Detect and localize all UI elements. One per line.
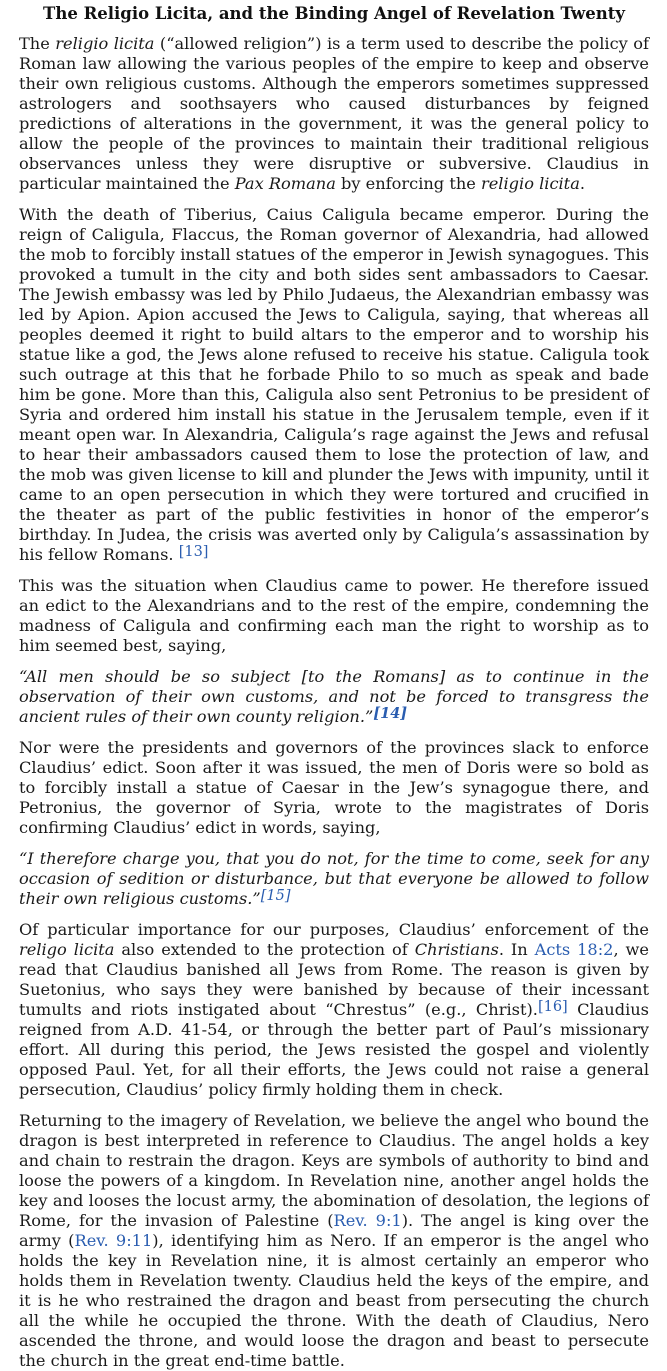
italic-term: religio licita bbox=[480, 174, 580, 193]
quote-edict bbox=[19, 667, 649, 727]
italic-term: religio licita bbox=[55, 34, 155, 53]
text: Nor were the presidents and governors of the provinces slack to enforce Claudius’ edict. Soon after it was issued, the men of Doris were so bold as to forcibly install a statue of Caesar in the Jew’s synagogue there, and Petronius, the governor of Syria, wrote to the magistrates of Doris confirming Claudius’ edict in words, saying, bbox=[19, 738, 649, 837]
text: ). The angel is king over the army ( bbox=[19, 1211, 649, 1250]
scripture-link-rev-9-11[interactable]: Rev. 9:11 bbox=[74, 1231, 153, 1250]
quote-text: “All men should be so subject [to the Romans] as to continue in the observation of their own customs, and not be forced to transgress the ancient rules of their own county religion.” bbox=[19, 667, 649, 726]
italic-term: Christians bbox=[414, 940, 499, 959]
text: ), identifying him as Nero. If an emperor is the angel who holds the key in Revelation nine, it is almost certainly an emperor who holds them in Revelation twenty. Claudius held the keys of the empire, and it is he who restrained the dragon and beast from persecuting the church all the while he occupied the throne. With the death of Claudius, Nero ascended the throne, and would loose the dragon and beast to persecute the church in the great end-time battle. bbox=[19, 1231, 649, 1370]
footnote-link-14[interactable]: [14] bbox=[373, 705, 408, 722]
paragraph-claudius-edict bbox=[19, 576, 649, 656]
text: Of particular importance for our purposes, Claudius’ enforcement of the bbox=[19, 920, 649, 939]
paragraph-religio-licita bbox=[19, 34, 649, 194]
text: Claudius reigned from A.D. 41-54, or through the better part of Paul’s missionary effort. All during this period, the Jews resisted the gospel and violently opposed Paul. Yet, for all their efforts, the Jews could not raise a general persecution, Claudius’ policy firmly holding them in check. bbox=[19, 1000, 649, 1099]
footnote-link-15[interactable]: [15] bbox=[260, 888, 291, 904]
text: Returning to the imagery of Revelation, we believe the angel who bound the dragon is best interpreted in reference to Claudius. The angel holds a key and chain to restrain the dragon. Keys are symbols of authority to bind and loose the powers of a kingdom. In Revelation nine, another angel holds the key and looses the locust army, the abomination of desolation, the legions of Rome, for the invasion of Palestine ( bbox=[19, 1111, 649, 1230]
paragraph-doris bbox=[19, 738, 649, 838]
paragraph-christians bbox=[19, 920, 649, 1100]
footnote-link-16[interactable]: [16] bbox=[537, 999, 568, 1015]
paragraph-caligula bbox=[19, 205, 649, 565]
text: (“allowed religion”) is a term used to describe the policy of Roman law allowing the various peoples of the empire to keep and observe their own religious customs. Although the emperors sometimes suppressed astrologers and soothsayers who caused disturbances by feigned predictions of alterations in the government, it was the general policy to allow the people of the provinces to maintain their traditional religious observances unless they were disruptive or subversive. Claudius in particular maintained the bbox=[19, 34, 650, 193]
text: also extended to the protection of bbox=[114, 940, 415, 959]
article-title: The Religio Licita, and the Binding Angel of Revelation Twenty bbox=[43, 4, 625, 23]
scripture-link-acts-18-2[interactable]: Acts 18:2 bbox=[534, 940, 614, 959]
text: With the death of Tiberius, Caius Caligula became emperor. During the reign of Caligula, Flaccus, the Roman governor of Alexandria, had allowed the mob to forcibly install statues of the emperor in Jewish synagogues. This provoked a tumult in the city and both sides sent ambassadors to Caesar. The Jewish embassy was led by Philo Judaeus, the Alexandrian embassy was led by Apion. Apion accused the Jews to Caligula, saying, that whereas all peoples deemed it right to build altars to the emperor and to worship his statue like a god, the Jews alone refused to receive his statue. Caligula took such outrage at this that he forbade Philo to so much as speak and bade him be gone. More than this, Caligula also sent Petronius to be president of Syria and ordered him install his statue in the Jerusalem temple, even if it meant open war. In Alexandria, Caligula’s rage against the Jews and refusal to hear their ambassadors caused them to lose the protection of law, and the mob was given license to kill and plunder the Jews with impunity, until it came to an open persecution in which they were tortured and crucified in the theater as part of the public festivities in honor of the emperor’s birthday. In Judea, the crisis was averted only by Caligula’s assassination by his fellow Romans. bbox=[19, 205, 650, 564]
italic-term: religo licita bbox=[19, 940, 115, 959]
text: by enforcing the bbox=[335, 174, 481, 193]
quote-petronius bbox=[19, 849, 649, 909]
quote-text: “I therefore charge you, that you do not, for the time to come, seek for any occasion of sedition or disturbance, but that everyone be allowed to follow their own religious customs.” bbox=[19, 849, 649, 908]
text: . bbox=[579, 174, 585, 193]
italic-term: Pax Romana bbox=[234, 174, 336, 193]
text: This was the situation when Claudius came to power. He therefore issued an edict to the Alexandrians and to the rest of the empire, condemning the madness of Caligula and confirming each man the right to worship as to him seemed best, saying, bbox=[19, 576, 649, 655]
footnote-link-13[interactable]: [13] bbox=[178, 544, 209, 560]
paragraph-binding-angel bbox=[19, 1111, 649, 1371]
scripture-link-rev-9-1[interactable]: Rev. 9:1 bbox=[333, 1211, 402, 1230]
text: The bbox=[19, 34, 56, 53]
text: , we read that Claudius banished all Jews from Rome. The reason is given by Suetonius, who says they were banished by because of their incessant tumults and riots instigated about “Chrestus” (e.g., Christ). bbox=[19, 940, 649, 1019]
text: . In bbox=[498, 940, 535, 959]
